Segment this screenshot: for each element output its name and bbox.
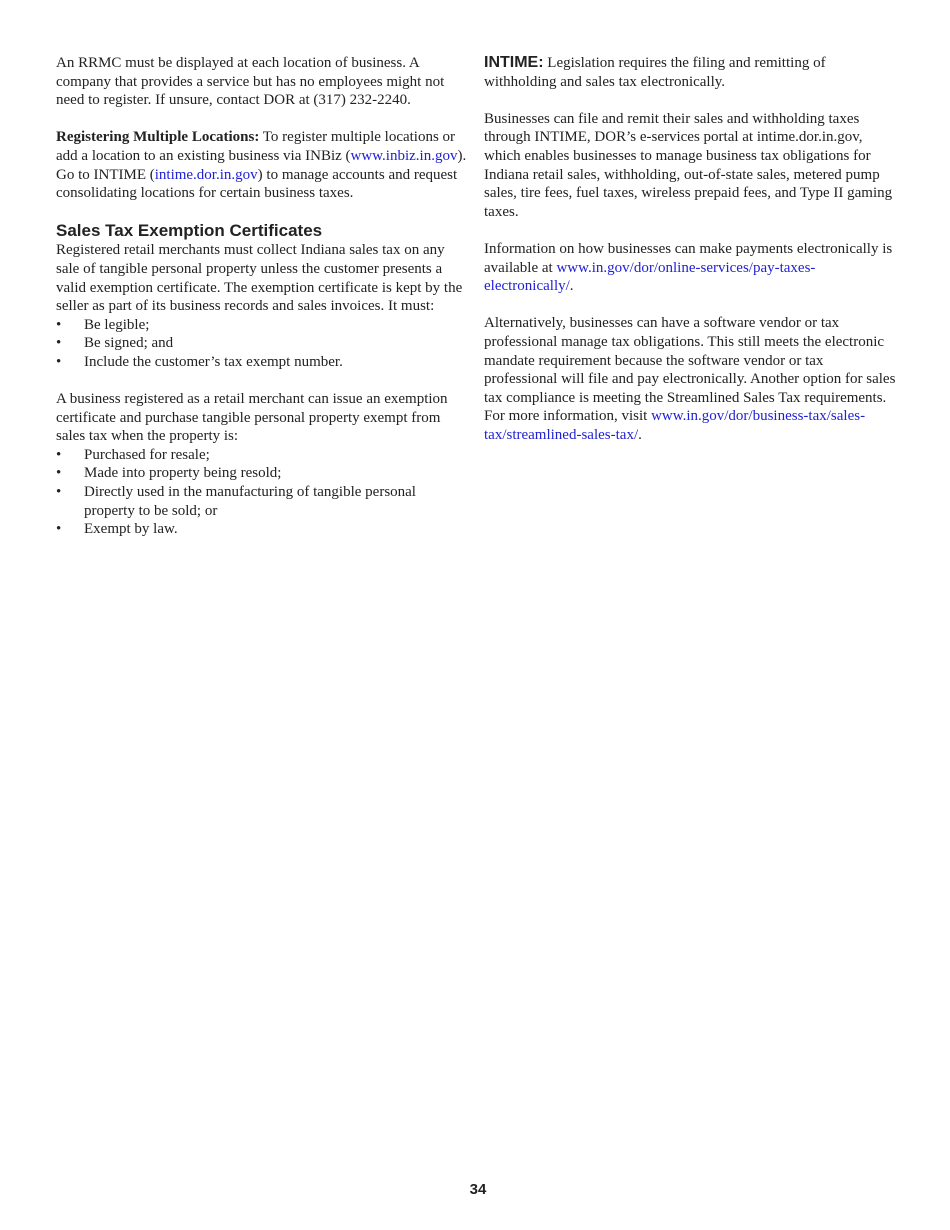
bullet-icon: • [56, 353, 62, 370]
bullet-icon: • [56, 465, 62, 482]
right-column [484, 54, 896, 463]
streamlined-sales-tax-link[interactable]: www.in.gov/dor/business-tax/sales-tax/streamlined-sales-tax/ [484, 408, 866, 443]
inbiz-link[interactable]: www.inbiz.in.gov [350, 147, 458, 164]
list-item: • Purchased for resale; [56, 446, 210, 463]
list-item: • Made into property being resold; [56, 465, 282, 482]
page-number: 34 [469, 1181, 487, 1198]
electronic-payments-paragraph: Information on how businesses can make payments electronically is available at www.in.gov/dor/online-services/pay-taxes-electronically/. [484, 240, 893, 295]
multiple-locations-text-1: To register multiple locations or add a location to an existing business via INBiz ( [56, 129, 456, 164]
intime-paragraph [484, 54, 896, 91]
retail-merchant-paragraph: A business registered as a retail merchant can issue an exemption certificate and purchase tangible personal property exempt from sales tax when the property is: [56, 391, 448, 445]
exemption-intro-paragraph: Registered retail merchants must collect Indiana sales tax on any sale of tangible personal property unless the customer presents a valid exemption certificate. The exemption certificate is kept by the seller as part of its business records and sales invoices. It must: [56, 242, 463, 315]
intime-link[interactable]: intime.dor.in.gov [154, 166, 258, 183]
certificate-requirements-list [56, 316, 468, 372]
intime-text: Legislation requires the filing and remitting of withholding and sales tax electronically. [484, 55, 826, 90]
bullet-icon: • [56, 335, 62, 352]
multiple-locations-lead: Registering Multiple Locations: [56, 129, 260, 146]
exemption-certificates-heading: Sales Tax Exemption Certificates [56, 221, 323, 241]
list-item: • Be signed; and [56, 335, 174, 352]
bullet-icon: • [56, 484, 62, 501]
bullet-icon: • [56, 316, 62, 333]
bullet-icon: • [56, 521, 62, 538]
pay-taxes-electronically-link[interactable]: www.in.gov/dor/online-services/pay-taxes-electronically/ [484, 259, 816, 295]
rrmc-paragraph: An RRMC must be displayed at each location of business. A company that provides a service but has no employees might not need to register. If unsure, contact DOR at (317) 232-2240. [56, 55, 445, 109]
multiple-locations-text-3: ) to manage accounts and request consolidating locations for certain business taxes. [56, 166, 458, 202]
list-item: • Include the customer’s tax exempt number. [56, 353, 343, 370]
list-item: • Be legible; [56, 316, 150, 333]
multiple-locations-text-2: ). Go to INTIME ( [56, 147, 467, 183]
list-item: • Exempt by law. [56, 521, 178, 538]
exempt-property-list [56, 446, 468, 539]
bullet-icon: • [56, 446, 62, 463]
intime-lead: INTIME: [484, 54, 544, 71]
multiple-locations-paragraph [56, 128, 468, 202]
software-vendor-paragraph: Alternatively, businesses can have a software vendor or tax professional manage tax obligations. This still meets the electronic mandate requirement because the software vendor or tax professional will file and pay electronically. Another option for sales tax compliance is meeting the Streamlined Sales Tax requirements. For more information, visit www.in.gov/dor/business-tax/sales-tax/streamlined-sales-tax/. [484, 315, 896, 443]
list-item: • Directly used in the manufacturing of tangible personal property to be sold; or [56, 484, 416, 519]
left-column [56, 54, 468, 557]
file-remit-paragraph: Businesses can file and remit their sales and withholding taxes through INTIME, DOR’s e-services portal at intime.dor.in.gov, which enables businesses to manage business tax obligations for Indiana retail sales, withholding, out-of-state sales, metered pump sales, tire fees, fuel taxes, wireless prepaid fees, and Type II gaming taxes. [484, 110, 893, 220]
